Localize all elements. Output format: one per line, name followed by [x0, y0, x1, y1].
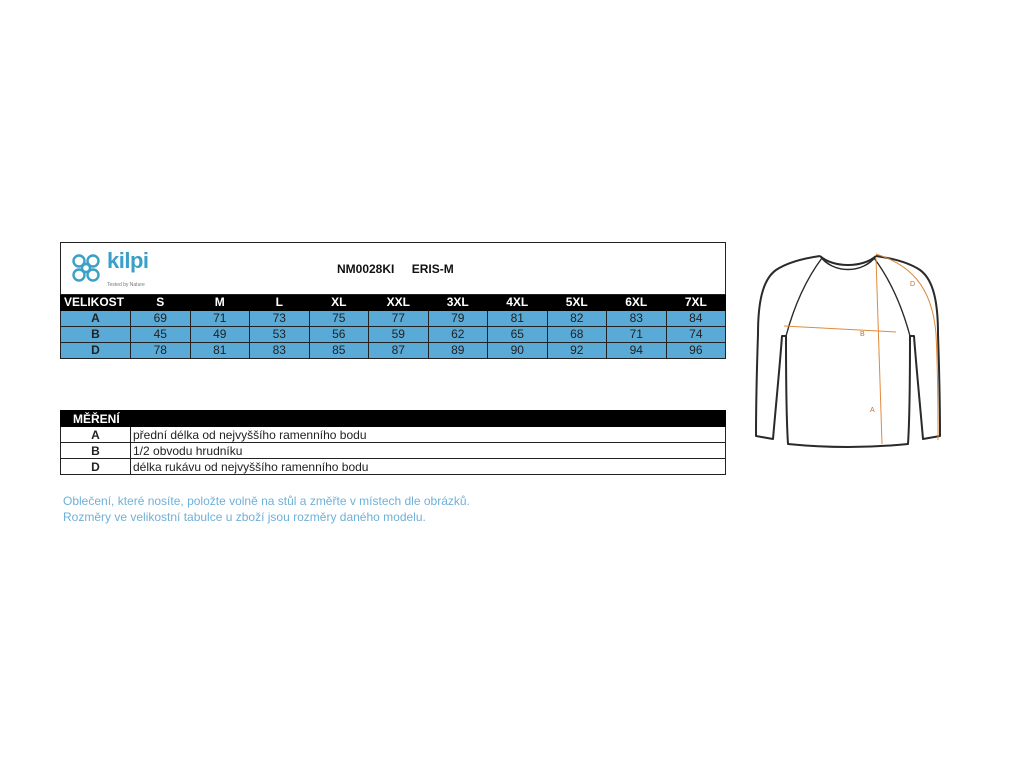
product-name: ERIS-M: [411, 262, 454, 276]
note-line: Rozměry ve velikostní tabulce u zboží jsou rozměry daného modelu.: [63, 510, 426, 524]
measurement-header: MĚŘENÍ: [61, 411, 726, 427]
table-cell: 77: [369, 311, 429, 327]
size-chart-header-row: [61, 243, 726, 295]
measurement-row: [61, 443, 726, 459]
measurement-description: 1/2 obvodu hrudníku: [131, 443, 726, 459]
size-col-header: L: [250, 295, 310, 311]
size-col-header: S: [131, 295, 191, 311]
table-cell: 81: [488, 311, 548, 327]
measurement-table: [60, 410, 726, 475]
size-chart-table: [60, 242, 726, 359]
row-label: D: [61, 343, 131, 359]
measurement-label: D: [61, 459, 131, 475]
measurement-header-row: [61, 411, 726, 427]
size-col-header: 3XL: [428, 295, 488, 311]
table-cell: 65: [488, 327, 548, 343]
measurement-label: A: [61, 427, 131, 443]
size-row-b: [61, 327, 726, 343]
row-label: A: [61, 311, 131, 327]
size-col-header: 6XL: [607, 295, 667, 311]
size-row-d: [61, 343, 726, 359]
table-cell: 94: [607, 343, 667, 359]
length-measure-line: [876, 258, 882, 444]
size-row-a: [61, 311, 726, 327]
size-chart-title-cell: [61, 243, 726, 295]
label-d: D: [910, 281, 916, 288]
table-cell: 89: [428, 343, 488, 359]
size-col-header: 5XL: [547, 295, 607, 311]
measurement-row: [61, 459, 726, 475]
knot-icon: [69, 251, 103, 285]
measurement-label: B: [61, 443, 131, 459]
table-cell: 82: [547, 311, 607, 327]
table-cell: 56: [309, 327, 369, 343]
table-cell: 49: [190, 327, 250, 343]
measurement-notes: [63, 493, 470, 525]
table-cell: 81: [190, 343, 250, 359]
table-cell: 74: [666, 327, 726, 343]
size-col-header: XXL: [369, 295, 429, 311]
size-header-row: [61, 295, 726, 311]
measurement-row: [61, 427, 726, 443]
table-cell: 90: [488, 343, 548, 359]
table-cell: 68: [547, 327, 607, 343]
measurement-description: délka rukávu od nejvyššího ramenního bodu: [131, 459, 726, 475]
table-cell: 71: [607, 327, 667, 343]
table-cell: 85: [309, 343, 369, 359]
table-cell: 78: [131, 343, 191, 359]
table-cell: 53: [250, 327, 310, 343]
table-cell: 96: [666, 343, 726, 359]
table-cell: 83: [607, 311, 667, 327]
brand-tagline: Tested by Nature: [107, 282, 145, 288]
size-col-header: 4XL: [488, 295, 548, 311]
table-cell: 71: [190, 311, 250, 327]
table-cell: 84: [666, 311, 726, 327]
size-col-header: M: [190, 295, 250, 311]
table-cell: 75: [309, 311, 369, 327]
product-code: NM0028KI: [337, 262, 395, 276]
label-b: B: [860, 331, 865, 338]
row-label: B: [61, 327, 131, 343]
table-cell: 73: [250, 311, 310, 327]
label-a: A: [870, 407, 875, 414]
size-header-label: VELIKOST: [61, 295, 131, 311]
shirt-diagram: [748, 244, 958, 449]
table-cell: 92: [547, 343, 607, 359]
table-cell: 87: [369, 343, 429, 359]
note-line: Oblečení, které nosíte, položte volně na stůl a změřte v místech dle obrázků.: [63, 494, 470, 508]
chest-measure-line: [784, 326, 896, 332]
table-cell: 59: [369, 327, 429, 343]
table-cell: 69: [131, 311, 191, 327]
table-cell: 62: [428, 327, 488, 343]
table-cell: 83: [250, 343, 310, 359]
table-cell: 45: [131, 327, 191, 343]
size-col-header: 7XL: [666, 295, 726, 311]
brand-name: kilpi: [107, 248, 149, 273]
brand-logo: [69, 248, 179, 288]
measurement-description: přední délka od nejvyššího ramenního bodu: [131, 427, 726, 443]
size-col-header: XL: [309, 295, 369, 311]
table-cell: 79: [428, 311, 488, 327]
product-title: [337, 262, 468, 277]
